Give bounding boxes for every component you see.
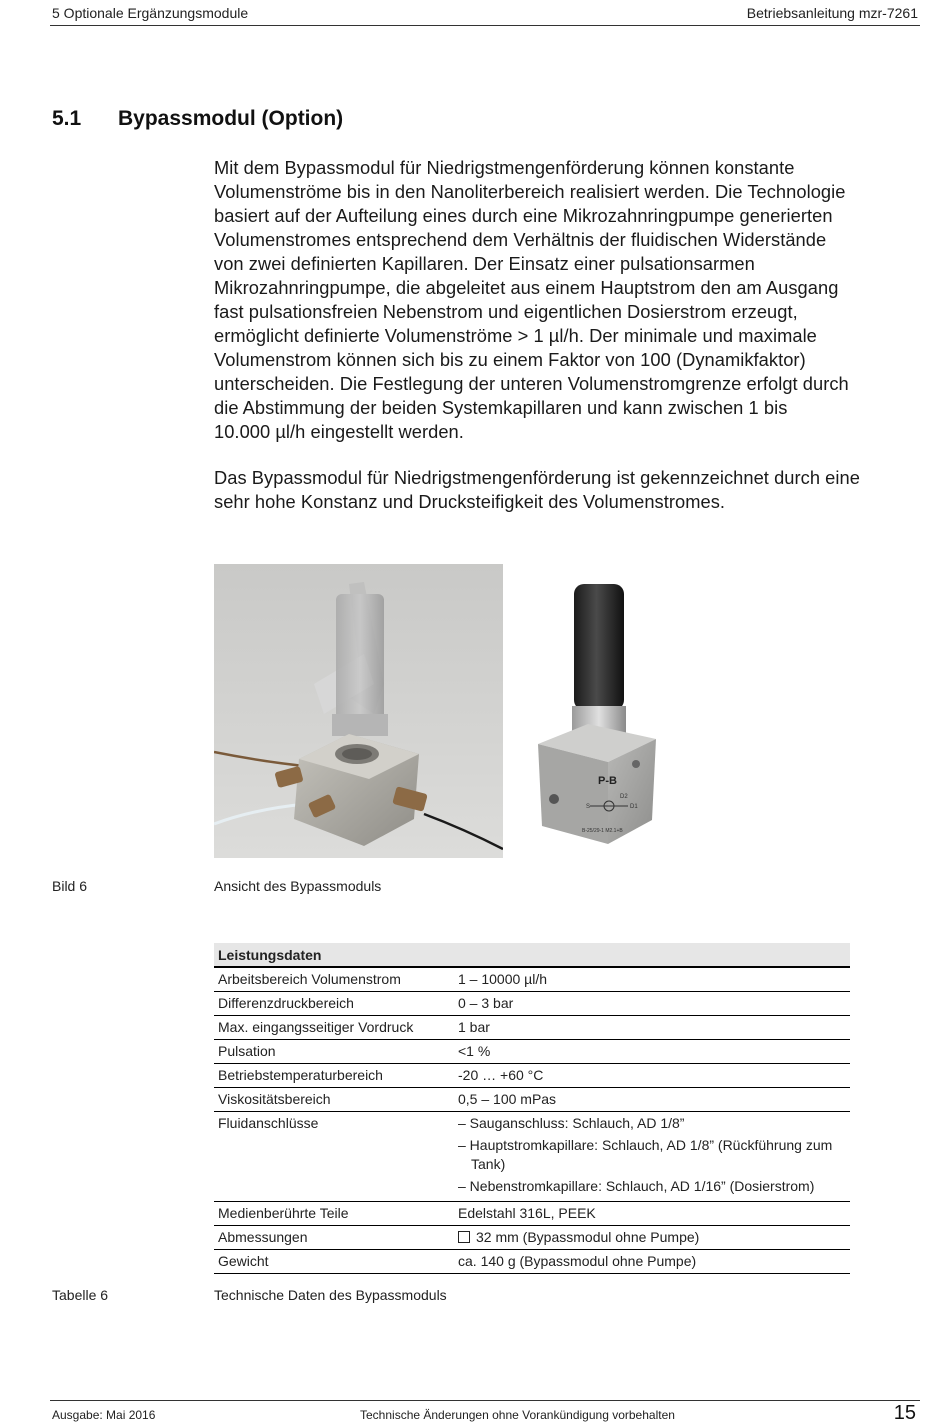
header-chapter: 5 Optionale Ergänzungsmodule [52, 5, 249, 21]
table-row [214, 1088, 850, 1112]
paragraph-line: von zwei definierten Kapillaren. Der Einsatz einer pulsationsarmen [214, 253, 755, 274]
paragraph-line: Volumenstrom können sich bis zu einem Faktor von 100 (Dynamikfaktor) [214, 349, 806, 370]
spec-value: <1 % [454, 1040, 850, 1064]
figure-label: Bild 6 [52, 878, 88, 894]
paragraph-line: Volumenstromes entsprechend dem Verhältnis der fluidischen Widerstände [214, 229, 827, 250]
module-port-d1-label: D1 [630, 804, 638, 810]
spec-label: Gewicht [214, 1250, 454, 1274]
spec-label: Max. eingangsseitiger Vordruck [214, 1016, 454, 1040]
spec-table [214, 943, 850, 1274]
table-row [214, 1112, 850, 1202]
feature-paragraph [214, 466, 920, 514]
intro-paragraph [214, 156, 920, 444]
table-label: Tabelle 6 [52, 1287, 109, 1303]
paragraph-line: Das Bypassmodul für Niedrigstmengenförderung ist gekennzeichnet durch eine [214, 467, 860, 488]
paragraph-line: fast pulsationsfreien Nebenstrom und eigentlichen Dosierstrom erzeugt, [214, 301, 798, 322]
spec-value: 0,5 – 100 mPas [454, 1088, 850, 1112]
module-part-number: B-25/29-1 M2.1+B [582, 828, 623, 834]
footer-edition: Ausgabe: Mai 2016 [52, 1408, 156, 1422]
spec-value-dimensions [454, 1226, 850, 1250]
spec-value: -20 … +60 °C [454, 1064, 850, 1088]
section-title: Bypassmodul (Option) [118, 107, 344, 130]
section-number: 5.1 [52, 107, 82, 130]
spec-value: ca. 140 g (Bypassmodul ohne Pumpe) [454, 1250, 850, 1274]
paragraph-line: basiert auf der Aufteilung eines durch eine Mikrozahnringpumpe generierten [214, 205, 833, 226]
paragraph-line: unterscheiden. Die Festlegung der unteren Volumenstromgrenze erfolgt durch [214, 373, 849, 394]
footer-rule [50, 1400, 920, 1401]
spec-value: 1 – 10000 µl/h [454, 967, 850, 992]
footer-disclaimer: Technische Änderungen ohne Vorankündigung vorbehalten [360, 1408, 675, 1422]
spec-label: Viskositätsbereich [214, 1088, 454, 1112]
spec-label: Betriebstemperaturbereich [214, 1064, 454, 1088]
paragraph-line: sehr hohe Konstanz und Drucksteifigkeit des Volumenstromes. [214, 491, 726, 512]
header-rule [50, 25, 920, 26]
paragraph-line: Volumenströme bis in den Nanoliterbereich realisiert werden. Die Technologie [214, 181, 846, 202]
table-row [214, 1226, 850, 1250]
table-row [214, 1064, 850, 1088]
spec-label: Arbeitsbereich Volumenstrom [214, 967, 454, 992]
table-row [214, 992, 850, 1016]
square-symbol-icon [458, 1231, 470, 1243]
spec-label: Medienberührte Teile [214, 1202, 454, 1226]
bypass-module-illustration [214, 564, 503, 858]
table-row [214, 1040, 850, 1064]
table-row [214, 967, 850, 992]
module-port-s-label: S [586, 804, 591, 810]
list-item: – Nebenstromkapillare: Schlauch, AD 1/16” (Dosierstrom) [458, 1178, 815, 1194]
spec-label: Fluidanschlüsse [214, 1112, 454, 1202]
paragraph-line: die Abstimmung der beiden Systemkapillaren und kann zwischen 1 bis [214, 397, 788, 418]
table-caption: Technische Daten des Bypassmoduls [214, 1287, 447, 1303]
paragraph-line: 10.000 µl/h eingestellt werden. [214, 421, 464, 442]
spec-value: 0 – 3 bar [454, 992, 850, 1016]
table-row [214, 1250, 850, 1274]
spec-label: Differenzdruckbereich [214, 992, 454, 1016]
table-row [214, 1202, 850, 1226]
spec-label: Pulsation [214, 1040, 454, 1064]
paragraph-line: ermöglicht definierte Volumenströme > 1 µl/h. Der minimale und maximale [214, 325, 817, 346]
figure-caption: Ansicht des Bypassmoduls [214, 878, 382, 894]
spec-value: Edelstahl 316L, PEEK [454, 1202, 850, 1226]
module-port-d2-label: D2 [620, 794, 628, 800]
list-item: – Hauptstromkapillare: Schlauch, AD 1/8” (Rückführung zum Tank) [458, 1137, 833, 1172]
header-document-title: Betriebsanleitung mzr-7261 [746, 5, 918, 21]
spec-value: 1 bar [454, 1016, 850, 1040]
spec-value-list [454, 1112, 850, 1202]
bypass-module-detail-photo [516, 564, 806, 858]
page-number: 15 [893, 1402, 916, 1424]
bypass-module-detail-illustration [516, 564, 806, 858]
bypass-module-photo [214, 564, 503, 858]
paragraph-line: Mit dem Bypassmodul für Niedrigstmengenförderung können konstante [214, 157, 795, 178]
module-marking-title: P-B [598, 775, 617, 787]
table-row [214, 1016, 850, 1040]
spec-label: Abmessungen [214, 1226, 454, 1250]
spec-table-header: Leistungsdaten [214, 943, 850, 967]
list-item: – Sauganschluss: Schlauch, AD 1/8” [458, 1115, 685, 1131]
spec-value: 32 mm (Bypassmodul ohne Pumpe) [476, 1229, 700, 1245]
paragraph-line: Mikrozahnringpumpe, die abgeleitet aus einem Hauptstrom den am Ausgang [214, 277, 839, 298]
